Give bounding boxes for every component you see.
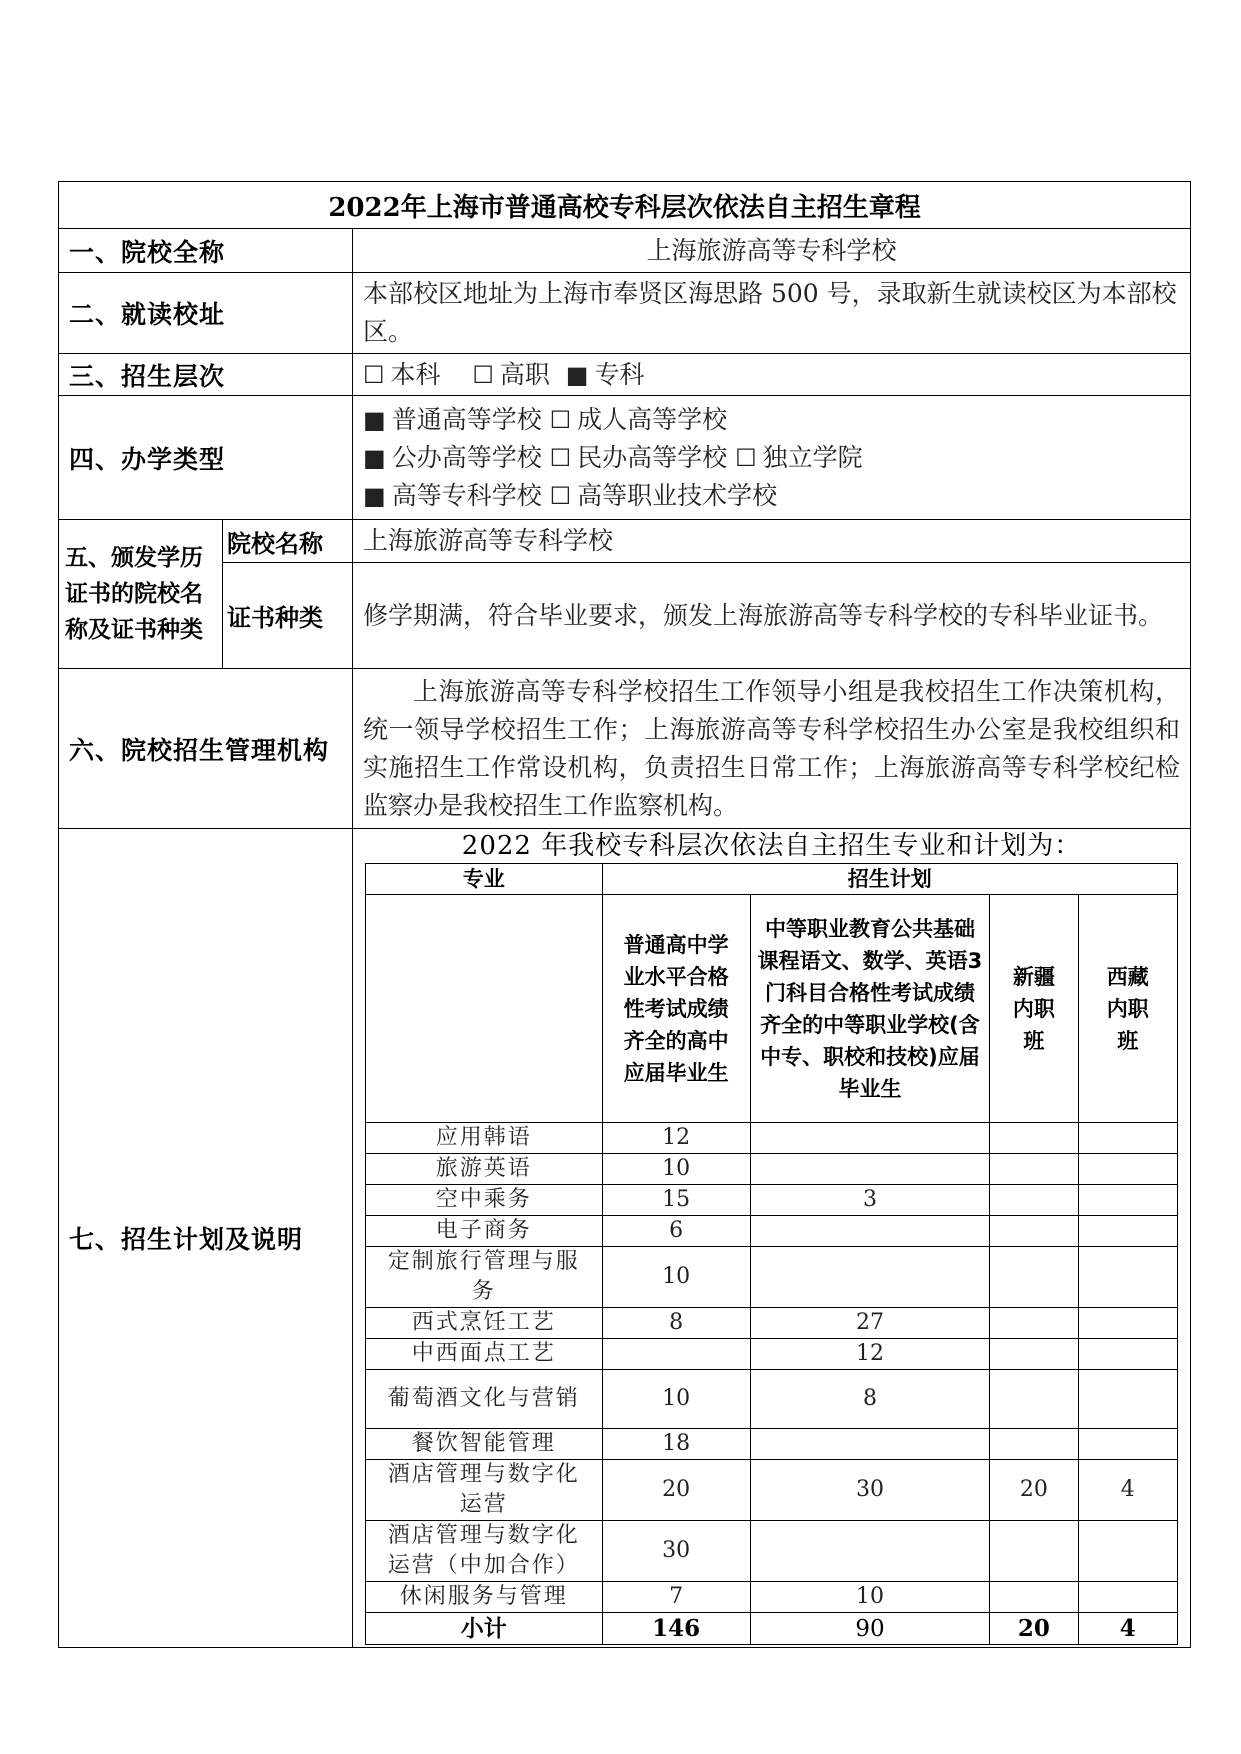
- enrollment-level-label: 三、招生层次: [59, 354, 353, 396]
- school-name-label: 一、院校全称: [59, 229, 353, 273]
- plan-value-cell: 30: [602, 1521, 750, 1582]
- plan-value-cell: 4: [1078, 1460, 1178, 1521]
- plan-value-cell: [990, 1339, 1078, 1370]
- plan-value-cell: 27: [750, 1308, 990, 1339]
- table-row: [366, 1521, 1178, 1582]
- checkbox-empty-icon: ☐: [735, 443, 757, 472]
- plan-value-cell: [1078, 1185, 1178, 1216]
- level-option-junior-college: ■ 专科: [565, 359, 645, 389]
- major-name-cell: 休闲服务与管理: [366, 1582, 603, 1613]
- table-row: [366, 1216, 1178, 1247]
- table-row: [366, 1582, 1178, 1613]
- major-name-cell: 应用韩语: [366, 1123, 603, 1154]
- plan-column-header: 招生计划: [602, 864, 1178, 895]
- column-header-xinjiang: 新疆内职班: [990, 895, 1078, 1123]
- major-name-cell: 西式烹饪工艺: [366, 1308, 603, 1339]
- plan-value-cell: [990, 1123, 1078, 1154]
- plan-value-cell: [750, 1521, 990, 1582]
- level-option-undergrad: ☐ 本科: [363, 359, 441, 389]
- table-row: [366, 1460, 1178, 1521]
- checkbox-filled-icon: ■: [363, 443, 386, 472]
- plan-value-cell: [990, 1308, 1078, 1339]
- checkbox-empty-icon: ☐: [549, 405, 572, 434]
- major-column-header: 专业: [366, 864, 603, 895]
- plan-value-cell: [1078, 1308, 1178, 1339]
- plan-value-cell: [750, 1429, 990, 1460]
- plan-value-cell: 12: [750, 1339, 990, 1370]
- school-type-line: ■ 普通高等学校 ☐ 成人高等学校: [363, 404, 728, 434]
- checkbox-empty-icon: ☐: [363, 360, 385, 389]
- plan-value-cell: [990, 1582, 1078, 1613]
- enrollment-level-options: [353, 354, 1191, 396]
- admissions-office-label: 六、院校招生管理机构: [59, 669, 353, 829]
- plan-value-cell: 8: [750, 1370, 990, 1429]
- table-row: [366, 1185, 1178, 1216]
- issuing-school-label: 院校名称: [223, 520, 353, 563]
- plan-value-cell: [1078, 1582, 1178, 1613]
- plan-value-cell: [1078, 1429, 1178, 1460]
- checkbox-filled-icon: ■: [363, 405, 386, 434]
- plan-value-cell: 10: [602, 1370, 750, 1429]
- major-name-cell: 空中乘务: [366, 1185, 603, 1216]
- table-row: [366, 1123, 1178, 1154]
- issuing-school-value: 上海旅游高等专科学校: [353, 520, 1191, 563]
- plan-value-cell: 18: [602, 1429, 750, 1460]
- table-row: [366, 1370, 1178, 1429]
- school-type-line: ■ 高等专科学校 ☐ 高等职业技术学校: [363, 480, 778, 510]
- plan-value-cell: [602, 1339, 750, 1370]
- checkbox-empty-icon: ☐: [549, 481, 572, 510]
- major-name-cell: 葡萄酒文化与营销: [366, 1370, 603, 1429]
- column-header-high-school: 普通高中学业水平合格性考试成绩齐全的高中应届毕业生: [602, 895, 750, 1123]
- plan-value-cell: [990, 1154, 1078, 1185]
- major-name-cell: 餐饮智能管理: [366, 1429, 603, 1460]
- plan-value-cell: [750, 1154, 990, 1185]
- table-row: [366, 1429, 1178, 1460]
- level-option-vocational: ☐ 高职: [472, 359, 550, 389]
- subtotal-high-school: 146: [602, 1613, 750, 1645]
- admissions-office-value: 上海旅游高等专科学校招生工作领导小组是我校招生工作决策机构，统一领导学校招生工作；上海旅游高等专科学校招生办公室是我校组织和实施招生工作常设机构，负责招生日常工作；上海旅游高等专科学校纪检监察办是我校招生工作监察机构。: [353, 669, 1191, 829]
- plan-value-cell: [750, 1247, 990, 1308]
- major-name-cell: 酒店管理与数字化运营（中加合作）: [366, 1521, 603, 1582]
- admission-charter-table: [58, 181, 1191, 1648]
- plan-value-cell: 20: [602, 1460, 750, 1521]
- plan-value-cell: 6: [602, 1216, 750, 1247]
- major-header-blank: [366, 895, 603, 1123]
- subtotal-secondary-vocational: 90: [750, 1613, 990, 1645]
- plan-value-cell: 15: [602, 1185, 750, 1216]
- plan-value-cell: [750, 1216, 990, 1247]
- plan-value-cell: [990, 1247, 1078, 1308]
- school-type-options: [353, 396, 1191, 520]
- plan-value-cell: [990, 1370, 1078, 1429]
- enrollment-plan-cell: [353, 829, 1191, 1648]
- checkbox-empty-icon: ☐: [549, 443, 572, 472]
- plan-value-cell: [1078, 1154, 1178, 1185]
- column-header-tibet: 西藏内职班: [1078, 895, 1178, 1123]
- checkbox-empty-icon: ☐: [472, 360, 494, 389]
- plan-value-cell: 30: [750, 1460, 990, 1521]
- checkbox-filled-icon: ■: [363, 481, 386, 510]
- campus-address-value: 本部校区地址为上海市奉贤区海思路 500 号，录取新生就读校区为本部校区。: [353, 273, 1191, 354]
- plan-value-cell: [1078, 1339, 1178, 1370]
- plan-value-cell: [1078, 1370, 1178, 1429]
- enrollment-plan-label: 七、招生计划及说明: [59, 829, 353, 1648]
- plan-value-cell: 10: [750, 1582, 990, 1613]
- school-name-value: 上海旅游高等专科学校: [353, 229, 1191, 273]
- major-name-cell: 电子商务: [366, 1216, 603, 1247]
- major-name-cell: 中西面点工艺: [366, 1339, 603, 1370]
- certificate-type-value: 修学期满，符合毕业要求，颁发上海旅游高等专科学校的专科毕业证书。: [353, 563, 1191, 669]
- plan-value-cell: 12: [602, 1123, 750, 1154]
- certificate-type-label: 证书种类: [223, 563, 353, 669]
- subtotal-label: 小计: [366, 1613, 603, 1645]
- plan-value-cell: [990, 1185, 1078, 1216]
- enrollment-plan-table: [365, 863, 1178, 1645]
- subtotal-xinjiang: 20: [990, 1613, 1078, 1645]
- major-name-cell: 酒店管理与数字化运营: [366, 1460, 603, 1521]
- plan-value-cell: 10: [602, 1247, 750, 1308]
- enrollment-plan-intro: 2022 年我校专科层次依法自主招生专业和计划为：: [461, 831, 1082, 861]
- page-title: 2022年上海市普通高校专科层次依法自主招生章程: [59, 182, 1191, 229]
- plan-value-cell: 7: [602, 1582, 750, 1613]
- table-row: [366, 1339, 1178, 1370]
- table-row: [366, 1247, 1178, 1308]
- plan-value-cell: [750, 1123, 990, 1154]
- plan-value-cell: [1078, 1216, 1178, 1247]
- plan-value-cell: [990, 1521, 1078, 1582]
- plan-value-cell: [1078, 1123, 1178, 1154]
- plan-value-cell: 20: [990, 1460, 1078, 1521]
- plan-value-cell: [1078, 1247, 1178, 1308]
- campus-address-label: 二、就读校址: [59, 273, 353, 354]
- plan-value-cell: [1078, 1521, 1178, 1582]
- table-row: [366, 1154, 1178, 1185]
- plan-value-cell: 8: [602, 1308, 750, 1339]
- plan-value-cell: 10: [602, 1154, 750, 1185]
- major-name-cell: 定制旅行管理与服务: [366, 1247, 603, 1308]
- column-header-secondary-vocational: 中等职业教育公共基础课程语文、数学、英语3门科目合格性考试成绩齐全的中等职业学校(含中专、职校和技校)应届毕业生: [750, 895, 990, 1123]
- plan-value-cell: 3: [750, 1185, 990, 1216]
- school-type-label: 四、办学类型: [59, 396, 353, 520]
- certificate-section-label: 五、颁发学历证书的院校名称及证书种类: [59, 520, 223, 669]
- plan-value-cell: [990, 1429, 1078, 1460]
- subtotal-tibet: 4: [1078, 1613, 1178, 1645]
- school-type-line: ■ 公办高等学校 ☐ 民办高等学校 ☐ 独立学院: [363, 442, 863, 472]
- plan-value-cell: [990, 1216, 1078, 1247]
- major-name-cell: 旅游英语: [366, 1154, 603, 1185]
- checkbox-filled-icon: ■: [565, 360, 589, 389]
- table-row: [366, 1308, 1178, 1339]
